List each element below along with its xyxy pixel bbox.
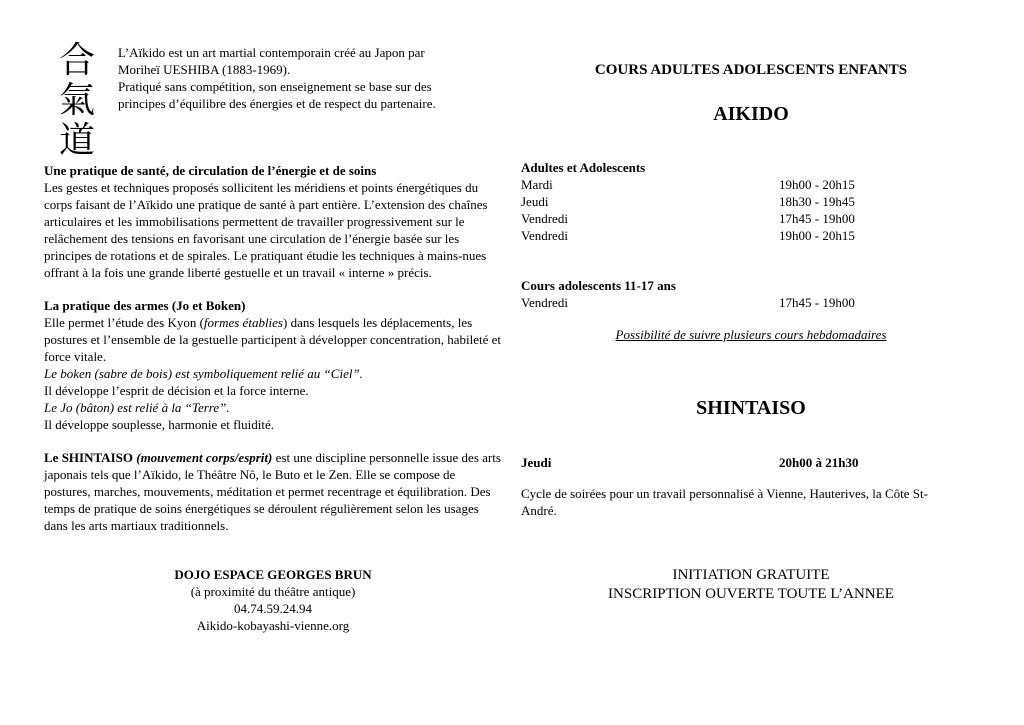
- schedule-row: [521, 294, 981, 311]
- aikido-kanji-logo: [50, 40, 104, 160]
- teens-schedule-title: Cours adolescents 11-17 ans: [521, 278, 676, 293]
- dojo-website: Aikido-kobayashi-vienne.org: [196, 618, 350, 633]
- weapons-heading: La pratique des armes (Jo et Boken): [44, 298, 246, 313]
- weapons-intro-italic: formes établies: [203, 315, 283, 330]
- schedule-day: Jeudi: [521, 455, 552, 470]
- schedule-time: 17h45 - 19h00: [779, 211, 855, 226]
- free-initiation: INITIATION GRATUITE: [672, 567, 830, 583]
- schedule-row: [521, 227, 981, 244]
- kanji-do: 道: [58, 120, 95, 160]
- boken-desc: Il développe l’esprit de décision et la force interne.: [44, 383, 309, 398]
- weapons-section: [44, 297, 502, 433]
- schedule-day: Mardi: [521, 177, 553, 192]
- intro-line: principes d’équilibre des énergies et de respect du partenaire.: [118, 96, 436, 111]
- boken-line: Le boken (sabre de bois) est symboliquement relié au “Ciel”.: [44, 366, 363, 381]
- schedule-day: Jeudi: [521, 194, 549, 209]
- weapons-intro-a: Elle permet l’étude des Kyon (: [44, 315, 204, 330]
- dojo-location: (à proximité du théâtre antique): [190, 584, 356, 599]
- schedule-time: 17h45 - 19h00: [779, 295, 855, 310]
- cycle-description: Cycle de soirées pour un travail personnalisé à Vienne, Hauterives, la Côte St-André.: [521, 486, 928, 518]
- left-column: [44, 162, 502, 550]
- intro-line: Moriheï UESHIBA (1883-1969).: [118, 62, 291, 77]
- shintaiso-lead: Le SHINTAISO: [44, 450, 133, 465]
- schedule-time: 19h00 - 20h15: [779, 177, 855, 192]
- kanji-ki: 氣: [58, 80, 95, 120]
- courses-header: COURS ADULTES ADOLESCENTS ENFANTS: [594, 62, 908, 78]
- shintaiso-title: SHINTAISO: [696, 397, 806, 419]
- intro-line: L’Aïkido est un art martial contemporain créé au Japon par: [118, 45, 425, 60]
- shintaiso-body: est une discipline personnelle issue des arts japonais tels que l’Aïkido, le Théâtre Nô, le Buto et le Zen. Elle se compose de postures, marches, mouvements, méditation et permet recentrage et équilibration. Des temps de pratique de soins énergétiques se déroulent régulièrement selon les usages dans les arts martiaux traditionnels.: [44, 450, 501, 533]
- dojo-name: DOJO ESPACE GEORGES BRUN: [174, 567, 372, 582]
- shintaiso-lead-italic: (mouvement corps/esprit): [136, 450, 273, 465]
- schedule-row: [521, 193, 981, 210]
- adults-schedule-title: Adultes et Adolescents: [521, 160, 646, 175]
- aikido-title: AIKIDO: [713, 103, 789, 125]
- health-section: [44, 162, 502, 281]
- schedule-day: Vendredi: [521, 228, 568, 243]
- health-heading: Une pratique de santé, de circulation de l’énergie et de soins: [44, 163, 377, 178]
- schedule-time: 19h00 - 20h15: [779, 228, 855, 243]
- free-initiation-block: [521, 566, 981, 604]
- jo-line: Le Jo (bâton) est relié à la “Terre”.: [44, 400, 230, 415]
- dojo-info: [44, 566, 502, 634]
- dojo-phone: 04.74.59.24.94: [234, 601, 312, 616]
- schedule-time: 20h00 à 21h30: [779, 455, 859, 470]
- health-body: Les gestes et techniques proposés sollicitent les méridiens et points énergétiques du corps faisant de l’Aïkido une pratique de santé à part entière. L’extension des chaînes articulaires et les immobilisations permettent de travailler progressivement sur le relâchement des tensions en favorisant une circulation de l’énergie basée sur les principes de rotations et de spirales. Le pratiquant étudie les techniques à mains-nues offrant à la fois une grande liberté gestuelle et un travail « interne » précis.: [44, 180, 488, 280]
- schedule-day: Vendredi: [521, 211, 568, 226]
- weapons-intro-b: ) dans lesquels les déplacements, les postures et l’ensemble de la gestuelle participent à développer concentration, habileté et force vitale.: [44, 315, 501, 364]
- schedule-row: [521, 210, 981, 227]
- intro-line: Pratiqué sans compétition, son enseignement se base sur des: [118, 79, 432, 94]
- shintaiso-section: [44, 449, 502, 534]
- jo-desc: Il développe souplesse, harmonie et fluidité.: [44, 417, 274, 432]
- schedule-row: [521, 176, 981, 193]
- kanji-ai: 合: [58, 40, 95, 80]
- open-registration: INSCRIPTION OUVERTE TOUTE L’ANNEE: [608, 586, 894, 602]
- schedule-time: 18h30 - 19h45: [779, 194, 855, 209]
- multiple-courses-note: Possibilité de suivre plusieurs cours hebdomadaires: [615, 327, 887, 342]
- schedule-day: Vendredi: [521, 295, 568, 310]
- intro-paragraph: [118, 44, 498, 112]
- shintaiso-schedule-row: [521, 454, 981, 471]
